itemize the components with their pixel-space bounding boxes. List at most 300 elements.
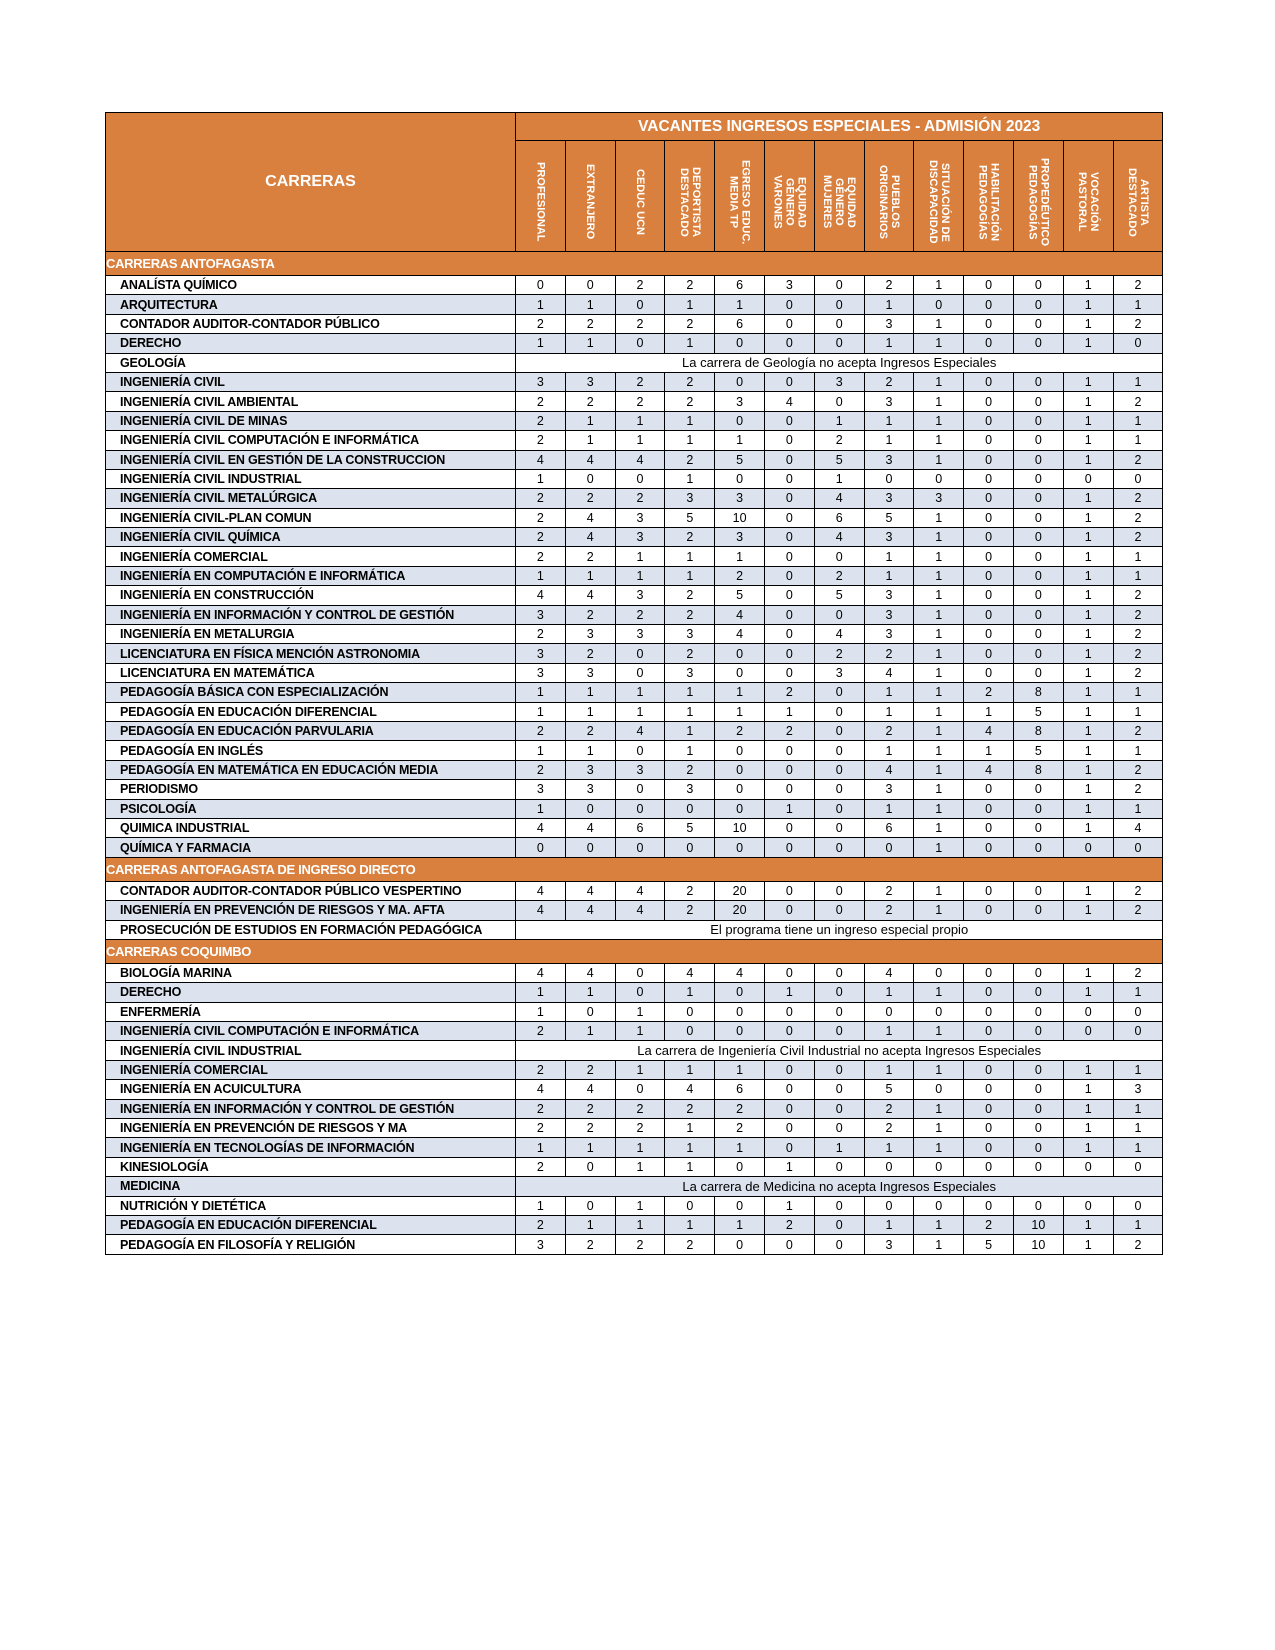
table-cell: 0 [715,799,765,818]
table-cell: 2 [764,1215,814,1234]
column-header-label: CEDUC UCN [633,169,646,235]
table-cell: 2 [1113,605,1163,624]
column-header-label: EGRESO EDUC. MEDIA TP [727,159,752,245]
table-cell: 4 [764,392,814,411]
table-cell: 1 [1063,605,1113,624]
career-name: CONTADOR AUDITOR-CONTADOR PÚBLICO [106,314,516,333]
table-cell: 2 [1113,392,1163,411]
table-row [106,644,1163,663]
table-cell: 4 [516,1080,566,1099]
table-cell: 1 [615,1138,665,1157]
table-cell: 0 [665,1022,715,1041]
table-cell: 0 [964,1022,1014,1041]
table-cell: 3 [516,644,566,663]
career-name: PSICOLOGÍA [106,799,516,818]
career-name: DERECHO [106,334,516,353]
column-header-label: VOCACIÓN PASTORAL [1076,172,1101,232]
table-cell: 0 [764,586,814,605]
table-row [106,547,1163,566]
table-cell: 1 [864,547,914,566]
table-cell: 1 [1063,392,1113,411]
table-cell: 1 [1063,625,1113,644]
table-cell: 0 [1013,901,1063,920]
table-cell: 1 [715,431,765,450]
table-cell: 1 [814,411,864,430]
table-cell: 1 [516,799,566,818]
table-cell: 0 [764,528,814,547]
table-cell: 0 [1113,838,1163,857]
table-cell: 2 [864,372,914,391]
table-cell: 0 [864,1002,914,1021]
table-cell: 2 [1113,760,1163,779]
table-cell: 1 [964,741,1014,760]
table-cell: 20 [715,881,765,900]
career-name: INGENIERÍA COMERCIAL [106,1060,516,1079]
career-name: INGENIERÍA CIVIL COMPUTACIÓN E INFORMÁTICA [106,1022,516,1041]
table-cell: 0 [814,1099,864,1118]
table-cell: 0 [864,838,914,857]
career-name: PERIODISMO [106,780,516,799]
table-cell: 4 [565,818,615,837]
column-header-label: PUEBLOS ORIGINARIOS [876,165,901,239]
table-cell: 2 [665,392,715,411]
table-row [106,1215,1163,1234]
table-cell: 0 [1013,528,1063,547]
table-cell: 6 [864,818,914,837]
table-cell: 4 [565,508,615,527]
table-cell: 1 [1063,721,1113,740]
table-cell: 3 [715,489,765,508]
table-cell: 3 [615,586,665,605]
column-header-label: HABILITACIÓN PEDAGOGÍAS [976,162,1001,241]
career-name: INGENIERÍA EN PREVENCIÓN DE RIESGOS Y MA [106,1119,516,1138]
table-cell: 1 [665,983,715,1002]
table-cell: 2 [665,586,715,605]
table-cell: 2 [864,1099,914,1118]
table-cell: 1 [864,799,914,818]
section-header [106,939,1163,963]
table-cell: 2 [665,901,715,920]
table-cell: 1 [615,566,665,585]
table-cell: 3 [864,314,914,333]
table-cell: 1 [1063,547,1113,566]
table-cell: 0 [715,760,765,779]
table-cell: 1 [715,1060,765,1079]
table-cell: 1 [565,683,615,702]
table-cell: 0 [964,799,1014,818]
table-cell: 0 [715,644,765,663]
career-name: QUIMICA INDUSTRIAL [106,818,516,837]
table-cell: 0 [964,469,1014,488]
table-cell: 4 [864,760,914,779]
table-cell: 1 [914,818,964,837]
table-cell: 0 [814,295,864,314]
table-cell: 0 [1063,1196,1113,1215]
table-row [106,683,1163,702]
table-row [106,963,1163,982]
table-cell: 2 [615,1235,665,1254]
table-cell: 0 [1113,1002,1163,1021]
career-name: ANALÍSTA QUÍMICO [106,276,516,295]
table-cell: 1 [1063,295,1113,314]
table-cell: 3 [864,528,914,547]
career-name: PEDAGOGÍA EN EDUCACIÓN DIFERENCIAL [106,702,516,721]
table-cell: 4 [565,901,615,920]
table-cell: 10 [1013,1235,1063,1254]
table-cell: 0 [964,334,1014,353]
table-cell: 0 [715,741,765,760]
column-header [665,141,715,252]
table-cell: 1 [914,314,964,333]
table-cell: 0 [814,1002,864,1021]
career-name: INGENIERÍA EN TECNOLOGÍAS DE INFORMACIÓN [106,1138,516,1157]
table-cell: 3 [565,625,615,644]
table-cell: 0 [764,741,814,760]
table-cell: 3 [715,392,765,411]
table-cell: 4 [814,489,864,508]
table-cell: 3 [516,372,566,391]
table-cell: 1 [864,431,914,450]
table-cell: 0 [964,1196,1014,1215]
table-cell: 0 [964,1060,1014,1079]
table-cell: 0 [1013,392,1063,411]
table-cell: 3 [516,605,566,624]
table-cell: 1 [1063,818,1113,837]
table-cell: 1 [914,1119,964,1138]
table-cell: 1 [1113,566,1163,585]
table-row [106,508,1163,527]
table-cell: 4 [565,1080,615,1099]
table-cell: 0 [814,963,864,982]
table-cell: 0 [964,901,1014,920]
table-cell: 0 [764,605,814,624]
table-cell: 0 [665,1002,715,1021]
table-cell: 0 [964,818,1014,837]
career-name: PEDAGOGÍA EN FILOSOFÍA Y RELIGIÓN [106,1235,516,1254]
table-cell: 0 [715,1022,765,1041]
table-cell: 0 [764,411,814,430]
table-cell: 0 [814,901,864,920]
table-cell: 0 [615,983,665,1002]
table-cell: 1 [914,508,964,527]
table-cell: 2 [964,1215,1014,1234]
table-cell: 8 [1013,721,1063,740]
table-cell: 0 [1013,1119,1063,1138]
table-cell: 4 [1113,818,1163,837]
table-cell: 1 [615,547,665,566]
table-cell: 0 [615,838,665,857]
table-cell: 2 [516,1022,566,1041]
column-header [565,141,615,252]
table-cell: 0 [1013,1157,1063,1176]
table-cell: 2 [864,901,914,920]
table-cell: 0 [764,1022,814,1041]
career-name: GEOLOGÍA [106,353,516,372]
table-cell: 1 [615,1157,665,1176]
table-cell: 4 [715,963,765,982]
table-cell: 3 [864,780,914,799]
table-cell: 0 [964,489,1014,508]
table-cell: 4 [864,963,914,982]
table-cell: 1 [1063,1138,1113,1157]
table-cell: 1 [715,295,765,314]
table-cell: 3 [615,760,665,779]
table-cell: 0 [1013,838,1063,857]
table-cell: 0 [814,1119,864,1138]
table-cell: 1 [914,644,964,663]
table-cell: 0 [964,314,1014,333]
table-cell: 0 [1063,1022,1113,1041]
table-cell: 0 [665,838,715,857]
table-cell: 1 [715,1215,765,1234]
table-cell: 1 [1063,760,1113,779]
table-cell: 1 [1113,431,1163,450]
table-cell: 3 [665,489,715,508]
table-row [106,1138,1163,1157]
table-cell: 4 [814,625,864,644]
table-cell: 1 [715,1138,765,1157]
table-cell: 4 [964,760,1014,779]
table-cell: 1 [914,625,964,644]
table-cell: 1 [565,983,615,1002]
table-cell: 1 [1063,1119,1113,1138]
table-cell: 0 [764,1099,814,1118]
career-name: KINESIOLOGÍA [106,1157,516,1176]
table-row [106,431,1163,450]
table-cell: 3 [516,780,566,799]
table-cell: 3 [914,489,964,508]
table-cell: 0 [814,392,864,411]
table-cell: 0 [1113,1022,1163,1041]
table-cell: 0 [814,983,864,1002]
table-cell: 0 [1013,1196,1063,1215]
table-cell: 0 [914,1080,964,1099]
table-cell: 1 [914,528,964,547]
table-cell: 0 [964,838,1014,857]
table-cell: 0 [1063,1002,1113,1021]
table-cell: 2 [1113,1235,1163,1254]
table-cell: 2 [665,605,715,624]
table-cell: 0 [964,586,1014,605]
table-cell: 0 [1013,1099,1063,1118]
table-cell: 0 [764,1002,814,1021]
table-cell: 2 [565,1060,615,1079]
table-cell: 5 [814,586,864,605]
table-cell: 2 [1113,780,1163,799]
table-cell: 4 [665,1080,715,1099]
table-cell: 8 [1013,683,1063,702]
table-cell: 2 [565,1099,615,1118]
table-cell: 0 [764,1138,814,1157]
table-cell: 2 [565,489,615,508]
table-cell: 2 [1113,644,1163,663]
table-cell: 1 [1063,799,1113,818]
table-cell: 0 [964,881,1014,900]
career-name: CONTADOR AUDITOR-CONTADOR PÚBLICO VESPERTINO [106,881,516,900]
table-cell: 0 [715,780,765,799]
table-cell: 0 [964,1099,1014,1118]
table-cell: 1 [864,334,914,353]
career-name: PROSECUCIÓN DE ESTUDIOS EN FORMACIÓN PEDAGÓGICA [106,920,516,939]
table-cell: 3 [516,663,566,682]
table-cell: 1 [665,683,715,702]
table-cell: 1 [1063,431,1113,450]
column-header-label: SITUACIÓN DE DISCAPACIDAD [926,160,951,244]
table-cell: 4 [715,625,765,644]
table-cell: 2 [1113,276,1163,295]
table-cell: 1 [1063,586,1113,605]
career-name: PEDAGOGÍA EN EDUCACIÓN PARVULARIA [106,721,516,740]
table-cell: 0 [764,372,814,391]
table-cell: 4 [565,963,615,982]
career-name: INGENIERÍA EN INFORMACIÓN Y CONTROL DE GESTIÓN [106,1099,516,1118]
table-cell: 0 [615,334,665,353]
table-cell: 1 [864,683,914,702]
table-row [106,566,1163,585]
table-cell: 2 [516,528,566,547]
career-name: ARQUITECTURA [106,295,516,314]
table-cell: 3 [715,528,765,547]
table-cell: 1 [715,547,765,566]
table-row [106,760,1163,779]
table-cell: 2 [516,1099,566,1118]
table-cell: 2 [565,314,615,333]
career-name: PEDAGOGÍA EN INGLÉS [106,741,516,760]
table-cell: 2 [516,392,566,411]
table-cell: 1 [516,683,566,702]
table-cell: 0 [864,469,914,488]
table-cell: 1 [914,663,964,682]
table-cell: 0 [715,663,765,682]
table-cell: 2 [615,276,665,295]
table-cell: 0 [764,760,814,779]
table-cell: 4 [516,586,566,605]
table-cell: 1 [516,983,566,1002]
column-header [615,141,665,252]
table-row [106,528,1163,547]
table-cell: 5 [864,1080,914,1099]
column-header-label: EQUIDAD GÉNERO VARONES [771,175,808,229]
career-name: ENFERMERÍA [106,1002,516,1021]
table-cell: 1 [914,334,964,353]
table-cell: 1 [1113,1215,1163,1234]
table-cell: 0 [764,469,814,488]
carreras-header: CARRERAS [106,113,516,252]
table-cell: 1 [516,295,566,314]
table-cell: 0 [764,431,814,450]
table-cell: 0 [764,295,814,314]
table-title: VACANTES INGRESOS ESPECIALES - ADMISIÓN 2023 [516,113,1163,141]
career-name: BIOLOGÍA MARINA [106,963,516,982]
table-cell: 4 [516,901,566,920]
table-cell: 3 [565,780,615,799]
table-cell: 1 [914,605,964,624]
table-cell: 0 [615,469,665,488]
table-cell: 0 [814,760,864,779]
table-cell: 0 [814,818,864,837]
table-row [106,881,1163,900]
table-cell: 2 [565,392,615,411]
table-cell: 1 [1063,450,1113,469]
table-cell: 0 [764,508,814,527]
table-cell: 2 [665,372,715,391]
table-cell: 0 [615,799,665,818]
table-cell: 1 [1063,901,1113,920]
table-cell: 2 [516,1157,566,1176]
table-cell: 5 [1013,702,1063,721]
table-cell: 1 [665,702,715,721]
table-cell: 0 [1013,1022,1063,1041]
table-cell: 1 [914,1060,964,1079]
table-row [106,1157,1163,1176]
table-cell: 1 [914,901,964,920]
table-cell: 1 [914,760,964,779]
career-name: INGENIERÍA CIVIL AMBIENTAL [106,392,516,411]
career-name: QUÍMICA Y FARMACIA [106,838,516,857]
table-cell: 5 [1013,741,1063,760]
table-cell: 1 [516,741,566,760]
table-cell: 1 [665,411,715,430]
table-row [106,1022,1163,1041]
table-cell: 4 [565,528,615,547]
table-cell: 4 [964,721,1014,740]
table-cell: 1 [1063,508,1113,527]
career-name: INGENIERÍA CIVIL QUÍMICA [106,528,516,547]
table-cell: 3 [864,586,914,605]
table-cell: 2 [565,1119,615,1138]
column-header-label: ARTISTA DESTACADO [1125,167,1150,237]
career-name: INGENIERÍA CIVIL-PLAN COMUN [106,508,516,527]
table-cell: 1 [814,469,864,488]
table-cell: 2 [615,392,665,411]
table-cell: 3 [864,450,914,469]
column-header [914,141,964,252]
table-cell: 1 [1063,372,1113,391]
table-cell: 0 [814,838,864,857]
table-cell: 1 [1063,683,1113,702]
table-cell: 6 [715,1080,765,1099]
table-row [106,741,1163,760]
table-cell: 0 [764,838,814,857]
table-cell: 0 [964,1080,1014,1099]
career-name: INGENIERÍA EN ACUICULTURA [106,1080,516,1099]
table-cell: 1 [665,721,715,740]
row-note: La carrera de Medicina no acepta Ingresos Especiales [516,1177,1163,1196]
table-cell: 0 [1013,411,1063,430]
table-cell: 0 [565,838,615,857]
table-cell: 1 [615,431,665,450]
table-cell: 0 [814,799,864,818]
table-cell: 1 [914,881,964,900]
table-cell: 2 [1113,901,1163,920]
table-cell: 3 [864,605,914,624]
table-cell: 0 [516,838,566,857]
table-cell: 0 [665,799,715,818]
table-cell: 0 [914,1002,964,1021]
table-cell: 0 [1013,508,1063,527]
table-cell: 1 [914,411,964,430]
table-cell: 2 [665,1099,715,1118]
table-cell: 0 [964,276,1014,295]
table-cell: 0 [565,799,615,818]
table-cell: 2 [814,431,864,450]
table-cell: 2 [516,547,566,566]
table-cell: 2 [715,566,765,585]
table-cell: 1 [914,372,964,391]
table-cell: 2 [1113,963,1163,982]
table-cell: 6 [715,314,765,333]
table-cell: 1 [565,1022,615,1041]
